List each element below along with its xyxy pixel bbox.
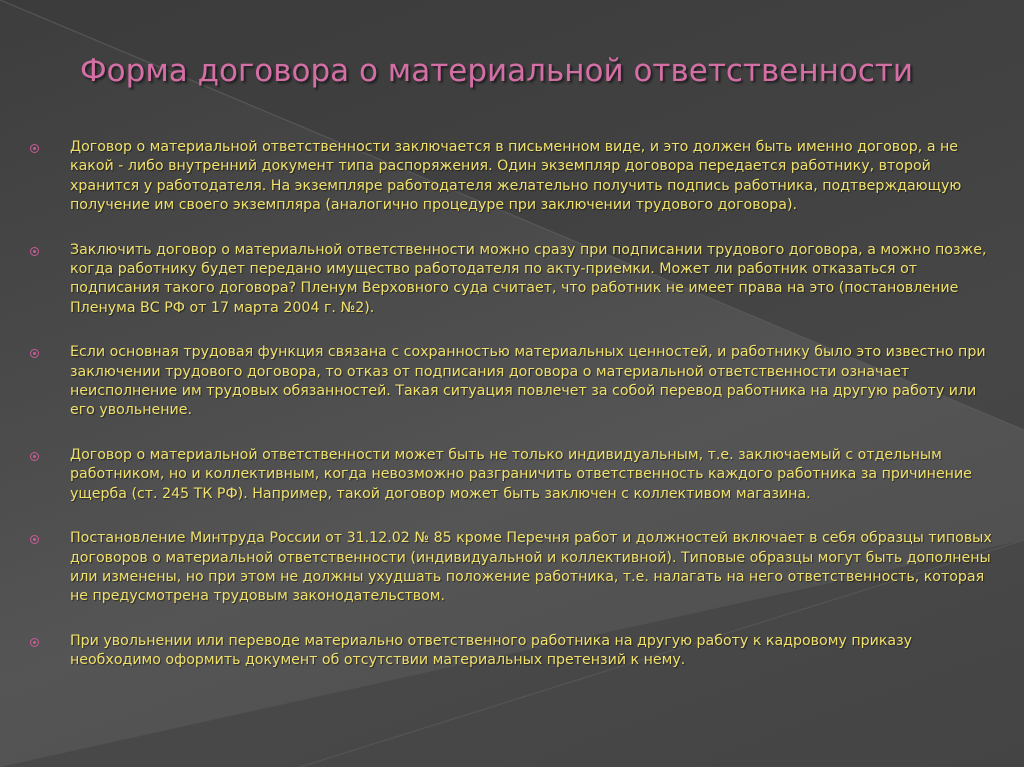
list-item — [30, 343, 1002, 421]
list-item — [30, 529, 1002, 607]
circle-bullet-icon — [30, 144, 39, 153]
list-item-text: При увольнении или переводе материально ответственного работника на другую работу к кадровому приказу необходимо оформить документ об отсутствии материальных претензий к нему. — [70, 632, 913, 669]
list-item — [30, 632, 1002, 671]
list-item — [30, 138, 1002, 216]
circle-bullet-icon — [30, 535, 39, 544]
circle-bullet-icon — [30, 247, 39, 256]
bullet-list — [30, 138, 1002, 696]
list-item — [30, 241, 1002, 319]
list-item-text: Если основная трудовая функция связана с сохранностью материальных ценностей, и работнику было это известно при заключении трудового договора, то отказ от подписания договора о материальной ответственности означает неисполнение им трудовых обязанностей. Такая ситуация повлечет за собой перевод работника на другую работу или его увольнение. — [70, 344, 986, 419]
slide-title: Форма договора о материальной ответственности — [80, 53, 914, 89]
circle-bullet-icon — [30, 638, 39, 647]
list-item-text: Договор о материальной ответственности заключается в письменном виде, и это должен быть именно договор, а не какой - либо внутренний документ типа распоряжения. Один экземпляр договора передается работнику, второй хранится у работодателя. На экземпляре работодателя желательно получить подпись работника, подтверждающую получение им своего экземпляра (аналогично процедуре при заключении трудового договора). — [70, 139, 962, 214]
list-item-text: Постановление Минтруда России от 31.12.02 № 85 кроме Перечня работ и должностей включает в себя образцы типовых договоров о материальной ответственности (индивидуальной и коллективной). Типовые образцы могут быть дополнены или изменены, но при этом не должны ухудшать положение работника, т.е. налагать на него ответственность, которая не предусмотрена трудовым законодательством. — [70, 530, 992, 605]
list-item-text: Заключить договор о материальной ответственности можно сразу при подписании трудового договора, а можно позже, когда работнику будет передано имущество работодателя по акту-приемки. Может ли работник отказаться от подписания такого договора? Пленум Верховного суда считает, что работник не имеет права на это (постановление Пленума ВС РФ от 17 марта 2004 г. №2). — [70, 241, 987, 316]
circle-bullet-icon — [30, 452, 39, 461]
list-item-text: Договор о материальной ответственности может быть не только индивидуальным, т.е. заключаемый с отдельным работником, но и коллективным, когда невозможно разграничить ответственность каждого работника за причинение ущерба (ст. 245 ТК РФ). Например, такой договор может быть заключен с коллективом магазина. — [70, 446, 972, 502]
circle-bullet-icon — [30, 349, 39, 358]
list-item — [30, 446, 1002, 504]
